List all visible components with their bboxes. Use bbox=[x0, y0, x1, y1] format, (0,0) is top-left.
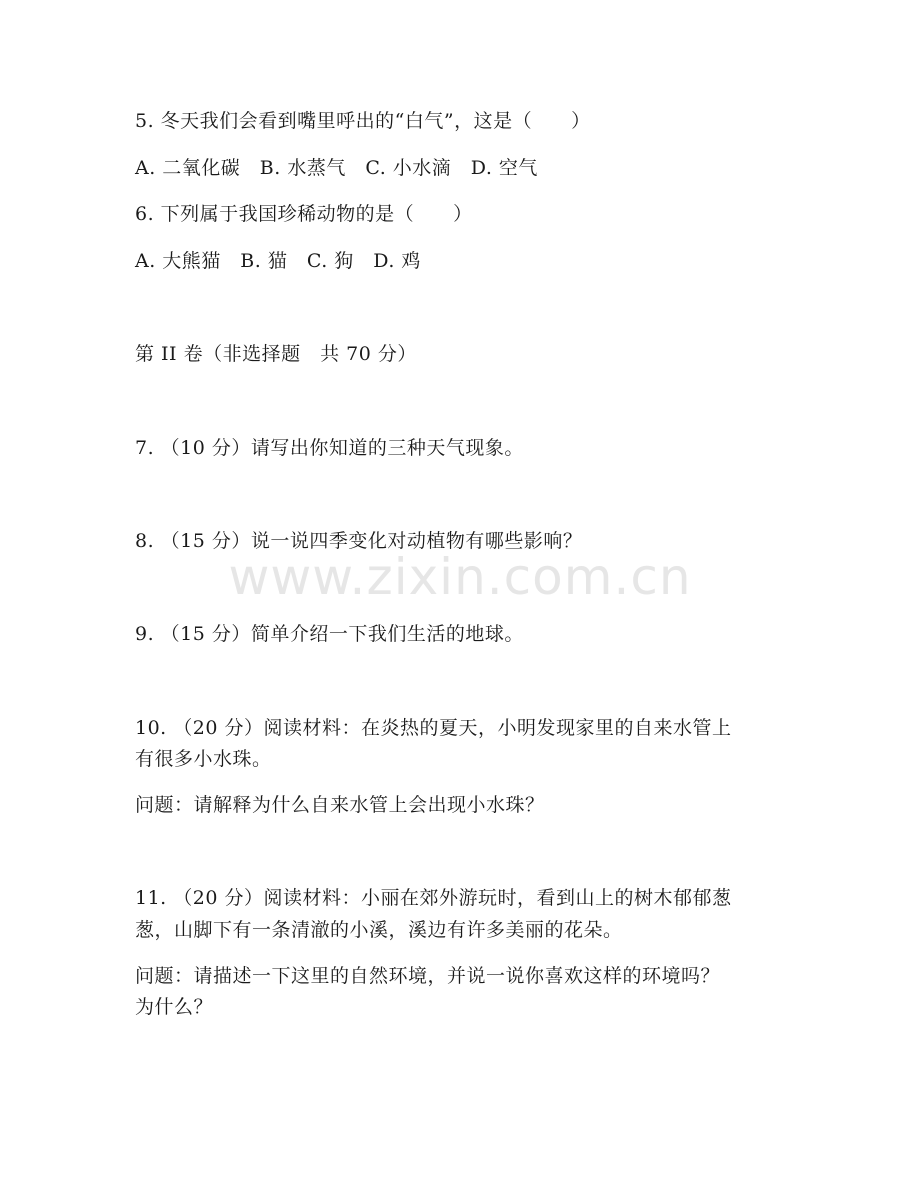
question-5-stem: 5. 冬天我们会看到嘴里呼出的“白气”，这是（ ） bbox=[135, 110, 591, 132]
question-11-question-line-1: 问题：请描述一下这里的自然环境，并说一说你喜欢这样的环境吗？ bbox=[135, 965, 721, 987]
question-5-options: A. 二氧化碳 B. 水蒸气 C. 小水滴 D. 空气 bbox=[135, 157, 538, 179]
question-11-line-1: 11. （20 分）阅读材料：小丽在郊外游玩时，看到山上的树木郁郁葱 bbox=[135, 887, 732, 909]
question-6-options: A. 大熊猫 B. 猫 C. 狗 D. 鸡 bbox=[135, 250, 421, 272]
question-11-question-line-2: 为什么？ bbox=[135, 996, 214, 1018]
question-6-stem: 6. 下列属于我国珍稀动物的是（ ） bbox=[135, 203, 473, 225]
question-11-line-2: 葱，山脚下有一条清澈的小溪，溪边有许多美丽的花朵。 bbox=[135, 919, 623, 941]
question-10-line-1: 10. （20 分）阅读材料：在炎热的夏天，小明发现家里的自来水管上 bbox=[135, 717, 732, 739]
question-10-line-2: 有很多小水珠。 bbox=[135, 748, 272, 770]
question-7: 7. （10 分）请写出你知道的三种天气现象。 bbox=[135, 437, 524, 459]
question-8: 8. （15 分）说一说四季变化对动植物有哪些影响？ bbox=[135, 530, 583, 552]
watermark: www.zixin.com.cn bbox=[228, 548, 692, 606]
question-10-question: 问题：请解释为什么自来水管上会出现小水珠？ bbox=[135, 794, 545, 816]
question-9: 9. （15 分）简单介绍一下我们生活的地球。 bbox=[135, 623, 524, 645]
section-title: 第 II 卷（非选择题 共 70 分） bbox=[135, 343, 417, 365]
